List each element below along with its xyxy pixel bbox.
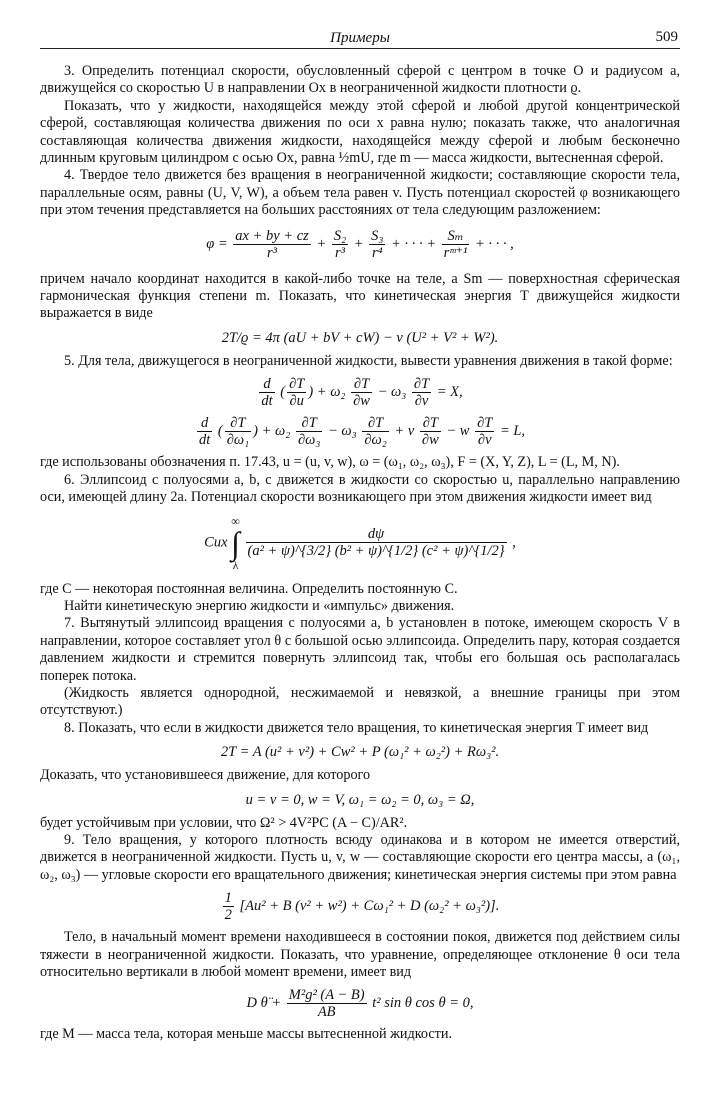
problem-7: 7. Вытянутый эллипсоид вращения с полуосями a, b установлен в потоке, имеющем скорость V в направлении, которое составляет угол θ с большой осью эллипсоида. Определить пару, которая создается давлением жидкости и стремится повернуть эллипсоид так, чтобы его большая ось располагалась поперек потока. [40,615,680,684]
problem-7-note: (Жидкость является однородной, несжимаемой и невязкой, а внешние границы при этом отсутствуют.) [40,684,680,719]
problem-5-cont: где использованы обозначения п. 17.43, u = (u, v, w), ω = (ω₁, ω₂, ω₃), F = (X, Y, Z), L = (L, M, N). [40,454,620,471]
equation-axis-deflection: D θ̈ + $\frac{\text{M²g² (A − B)}}{AB}$ t² sin θ cos θ = 0, [246,987,474,1021]
equation-kinetic-energy: 2T/ϱ = 4π (aU + bV + cW) − v (U² + V² + W²). [221,329,499,346]
problem-5: 5. Для тела, движущегося в неограниченной жидкости, вывести уравнения движения в такой форме: [64,352,673,369]
problem-3: 3. Определить потенциал скорости, обусловленный сферой с центром в точке O и радиусом a, движущейся со скоростью U в направлении Ox в неограниченной жидкости плотности ϱ. [40,63,680,97]
page-number: 509 [655,29,678,45]
equation-steady-motion: u = v = 0, w = V, ω₁ = ω₂ = 0, ω₃ = Ω, [245,791,475,808]
problem-9-cont: Тело, в начальный момент времени находившееся в состоянии покоя, движется под действием силы тяжести в неограниченной жидкости. Показать, что уравнение, определяющее отклонение θ оси тела относительно вертикали в любой момент времени, имеет вид [40,929,680,980]
problem-4-cont: причем начало координат находится в какой-либо точке на теле, а Sm — поверхностная сферическая гармоническая функция степени m. Показать, что кинетическая энергия T движущейся жидкости выражается в виде [40,270,680,322]
problem-6-cont: где C — некоторая постоянная величина. Определить постоянную C. [40,580,458,597]
problem-9-end: где M — масса тела, которая меньше массы вытесненной жидкости. [40,1026,452,1043]
problem-4: 4. Твердое тело движется без вращения в неограниченной жидкости; составляющие скорости тела, параллельные осям, равны (U, V, W), а объем тела равен v. Пусть потенциал скоростей φ возникающего при этом течения представляется на больших расстояниях от тела следующим разложением: [40,167,680,219]
problem-6: 6. Эллипсоид с полуосями a, b, c движется в жидкости со скоростью u, параллельно направлению оси, имеющей длину 2a. Потенциал скорости возникающего при этом движения жидкости имеет вид [40,471,680,506]
equation-revolution-energy: 2T = A (u² + v²) + Cw² + P (ω₁² + ω₂²) + Rω₃². [220,744,500,761]
problem-3-cont: Показать, что у жидкости, находящейся между этой сферой и любой другой концентрической сферой, составляющая количества движения по оси x равна нулю; показать также, что аналогичная составляющая количества движения жидкости, находящейся между сферой и любым бесконечно длинным круговым цилиндром с осью Ox, равна ½mU, где m — масса жидкости, вытесненная сферой. [40,97,680,167]
problem-8-cont: Доказать, что установившееся движение, для которого [40,767,371,784]
equation-motion-moment: $\frac{d}{dt}$ ( $\frac{\partial T}{\text{∂ω₁}}$ ) + ω₂ $\frac{\partial T}{\text{∂ω₃}}$ − ω₃ $\frac{\partial T}{\text{∂ω₂}}$ + v $\frac{\partial T}{\partial w}$ − w $\frac{\partial T}{\partial v}$ = L, [198,415,526,449]
equation-potential-expansion: φ = $\frac{ax + by + cz}{\text{r³}}$ + $\frac{\text{S₂}}{\text{r³}}$ + $\frac{\text{S₃}}{\text{r⁴}}$ + · · · + $\frac{\text{Sₘ}}{\text{rᵐ⁺¹}}$ + · · · , [206,227,514,261]
problem-8: 8. Показать, что если в жидкости движется тело вращения, то кинетическая энергия T имеет вид [64,719,649,736]
running-header [40,26,680,49]
equation-ellipsoid-potential: Cux ∞ ∫ λ $\frac{d\psi}{\text{(a² + ψ)\textasciicircum{}\{3/2\} (b² + ψ)\textasciicircum{}\{1/2\} (c² + ψ)\textasciicircum{}\{1/2\}}}$ , [204,513,516,572]
equation-system-energy: $\frac{1}{2}$ [Au² + B (v² + w²) + Cω₁² + D (ω₂² + ω₃²)]. [224,890,500,924]
problem-6-task: Найти кинетическую энергию жидкости и «импульс» движения. [64,597,455,614]
equation-motion-force: $\frac{d}{dt}$ ( $\frac{\partial T}{\partial u}$ ) + ω₂ $\frac{\partial T}{\partial w}$ − ω₃ $\frac{\partial T}{\partial v}$ = X, [261,376,463,410]
problem-9: 9. Тело вращения, у которого плотность всюду одинакова и в котором не имеется отверстий, движется в неограниченной жидкости. Пусть u, v, w — составляющие скорости его центра массы, а (ω₁, ω₂, ω₃) — угловые скорости его вращательного движения; кинетическая энергия системы при этом равна [40,831,680,883]
problem-8-condition: будет устойчивым при условии, что Ω² > 4V²PC (A − C)/AR². [40,814,408,831]
running-title: Примеры [330,30,390,46]
